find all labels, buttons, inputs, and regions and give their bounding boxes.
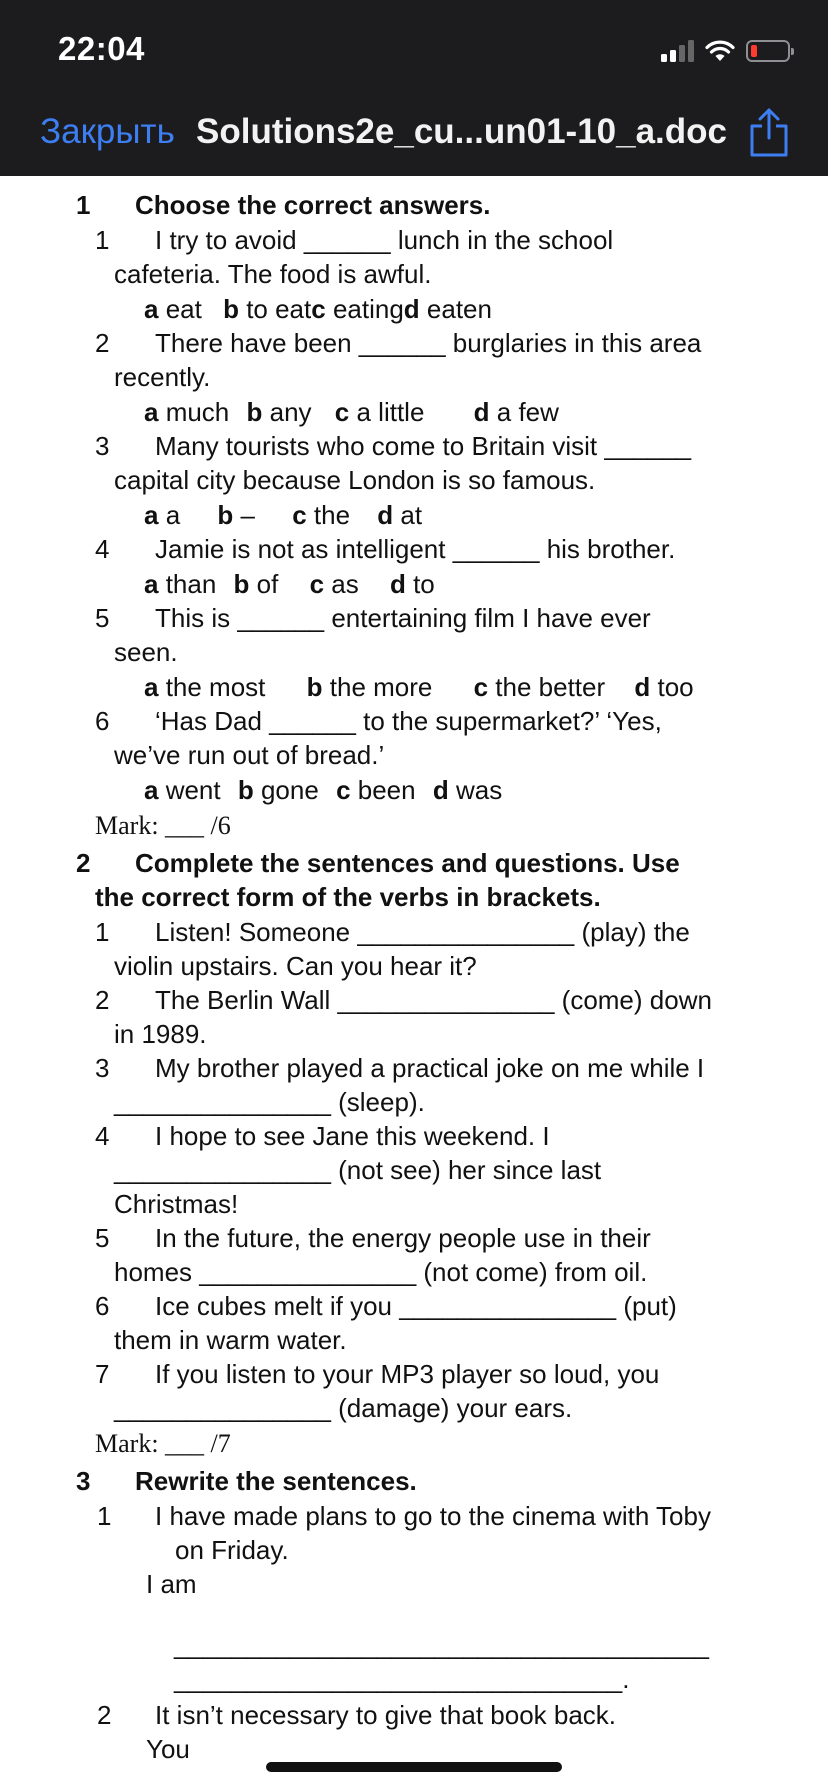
s1-q4-line1: Jamie is not as intelligent ______ his brother.: [155, 534, 676, 564]
document-title: Solutions2e_cu...un01-10_a.doc: [196, 112, 727, 151]
s1-q1-options: [144, 292, 492, 326]
s1-q2-line2: recently.: [114, 362, 211, 392]
s1-q1-number: 1: [95, 225, 110, 255]
option-key: c: [292, 500, 307, 530]
option-text: eating: [325, 294, 404, 324]
s2-item-5-line1: In the future, the energy people use in their: [155, 1223, 651, 1253]
s3-q2-line1: It isn’t necessary to give that book back.: [155, 1700, 617, 1730]
s2-mark: Mark: ___ /7: [95, 1429, 231, 1458]
cellular-signal-icon: [661, 40, 694, 62]
status-time: 22:04: [58, 30, 145, 67]
s2-item-3-number: 3: [95, 1053, 110, 1083]
s2-item-4-line2: _______________ (not see) her since last: [114, 1155, 602, 1185]
option-key: b: [306, 672, 323, 702]
option-text: the most: [158, 672, 266, 702]
s2-item-7-number: 7: [95, 1359, 110, 1389]
close-button[interactable]: Закрыть: [40, 112, 175, 151]
option-text: to: [405, 569, 435, 599]
s1-q3-line2: capital city because London is so famous.: [114, 465, 596, 495]
section-3-heading: Rewrite the sentences.: [135, 1466, 417, 1496]
s2-item-6-number: 6: [95, 1291, 110, 1321]
option-text: the better: [488, 672, 606, 702]
option-text: as: [324, 569, 359, 599]
s1-q1-line1: I try to avoid ______ lunch in the school: [155, 225, 614, 255]
option-text: went: [158, 775, 221, 805]
option-text: to eat: [238, 294, 312, 324]
s2-item-1-line1: Listen! Someone _______________ (play) the: [155, 917, 690, 947]
option-text: was: [448, 775, 503, 805]
s1-q4-options: [144, 567, 435, 601]
s3-q2-number: 2: [97, 1700, 112, 1730]
section-2-heading-line2: the correct form of the verbs in brackets.: [95, 882, 601, 912]
option-text: too: [650, 672, 694, 702]
home-indicator[interactable]: [266, 1762, 562, 1772]
s2-item-7-line2: _______________ (damage) your ears.: [114, 1393, 573, 1423]
s3-q1-line1: I have made plans to go to the cinema with Toby: [155, 1501, 711, 1531]
s2-item-4-line1: I hope to see Jane this weekend. I: [155, 1121, 550, 1151]
battery-icon: [746, 40, 790, 62]
s2-item-1-line2: violin upstairs. Can you hear it?: [114, 951, 477, 981]
option-key: b: [246, 397, 263, 427]
s1-q2-options: [144, 395, 559, 429]
s1-q2-line1: There have been ______ burglaries in this area: [155, 328, 702, 358]
s2-item-1-number: 1: [95, 917, 110, 947]
s1-q6-line2: we’ve run out of bread.’: [114, 740, 385, 770]
s2-item-2-line1: The Berlin Wall _______________ (come) down: [155, 985, 712, 1015]
wifi-icon: [704, 39, 736, 63]
s1-q3-line1: Many tourists who come to Britain visit ______: [155, 431, 692, 461]
s1-q4-number: 4: [95, 534, 110, 564]
option-key: a: [144, 569, 159, 599]
s1-q3-number: 3: [95, 431, 110, 461]
option-key: b: [237, 775, 254, 805]
s2-item-6-line1: Ice cubes melt if you _______________ (put): [155, 1291, 677, 1321]
option-key: a: [144, 775, 159, 805]
nav-bar: [0, 94, 828, 176]
s3-q1-answer-blank-1[interactable]: _____________________________________: [174, 1630, 710, 1660]
s3-q1-line2: on Friday.: [175, 1535, 289, 1565]
option-key: d: [377, 500, 394, 530]
section-2-heading-line1: Complete the sentences and questions. Use: [135, 848, 680, 878]
option-key: c: [334, 397, 350, 427]
s1-q3-options: [144, 498, 422, 532]
option-key: b: [223, 294, 239, 324]
s2-item-2-line2: in 1989.: [114, 1019, 207, 1049]
s2-item-7-line1: If you listen to your MP3 player so loud, you: [155, 1359, 660, 1389]
option-key: d: [432, 775, 449, 805]
s1-q2-number: 2: [95, 328, 110, 358]
s3-q1-prompt: I am: [146, 1569, 197, 1599]
option-text: much: [158, 397, 230, 427]
option-text: than: [158, 569, 217, 599]
section-1-number: 1: [76, 190, 91, 220]
option-text: eat: [158, 294, 202, 324]
share-icon[interactable]: [746, 106, 792, 158]
option-key: a: [144, 397, 159, 427]
option-text: the: [306, 500, 351, 530]
option-text: –: [233, 500, 255, 530]
s2-item-3-line2: _______________ (sleep).: [114, 1087, 425, 1117]
section-1-heading: Choose the correct answers.: [135, 190, 491, 220]
section-2-number: 2: [76, 848, 91, 878]
system-icons: [661, 38, 790, 64]
option-key: c: [311, 294, 326, 324]
s2-item-5-line2: homes _______________ (not come) from oil.: [114, 1257, 648, 1287]
option-text: a few: [489, 397, 559, 427]
s3-q1-answer-blank-2[interactable]: _______________________________.: [174, 1664, 630, 1694]
option-key: d: [634, 672, 651, 702]
s1-q6-number: 6: [95, 706, 110, 736]
option-key: c: [309, 569, 325, 599]
option-key: d: [473, 397, 490, 427]
option-text: been: [350, 775, 416, 805]
s2-item-4-line3: Christmas!: [114, 1189, 239, 1219]
option-key: a: [144, 672, 159, 702]
option-key: a: [144, 500, 159, 530]
s1-q6-options: [144, 773, 502, 807]
option-key: d: [403, 294, 420, 324]
s1-q5-line2: seen.: [114, 637, 178, 667]
s2-item-5-number: 5: [95, 1223, 110, 1253]
option-key: d: [389, 569, 406, 599]
option-text: a little: [349, 397, 425, 427]
s1-q5-options: [144, 670, 694, 704]
option-key: a: [144, 294, 159, 324]
s1-mark: Mark: ___ /6: [95, 811, 231, 840]
option-key: c: [473, 672, 489, 702]
s3-q2-prompt: You: [146, 1734, 190, 1764]
s2-item-3-line1: My brother played a practical joke on me while I: [155, 1053, 705, 1083]
s1-q6-line1: ‘Has Dad ______ to the supermarket?’ ‘Yes,: [155, 706, 662, 736]
option-text: of: [249, 569, 279, 599]
option-text: any: [262, 397, 312, 427]
s2-item-6-line2: them in warm water.: [114, 1325, 347, 1355]
s3-q1-number: 1: [97, 1501, 112, 1531]
s1-q5-line1: This is ______ entertaining film I have ever: [155, 603, 651, 633]
option-key: c: [336, 775, 351, 805]
s2-item-4-number: 4: [95, 1121, 110, 1151]
option-key: b: [217, 500, 234, 530]
s1-q5-number: 5: [95, 603, 110, 633]
option-text: at: [393, 500, 423, 530]
option-text: eaten: [419, 294, 492, 324]
section-3-number: 3: [76, 1466, 91, 1496]
document-page[interactable]: [0, 176, 828, 1792]
option-text: gone: [253, 775, 319, 805]
option-key: b: [233, 569, 250, 599]
option-text: a: [158, 500, 181, 530]
option-text: the more: [322, 672, 433, 702]
s2-item-2-number: 2: [95, 985, 110, 1015]
s1-q1-line2: cafeteria. The food is awful.: [114, 259, 432, 289]
status-bar: [0, 0, 828, 94]
